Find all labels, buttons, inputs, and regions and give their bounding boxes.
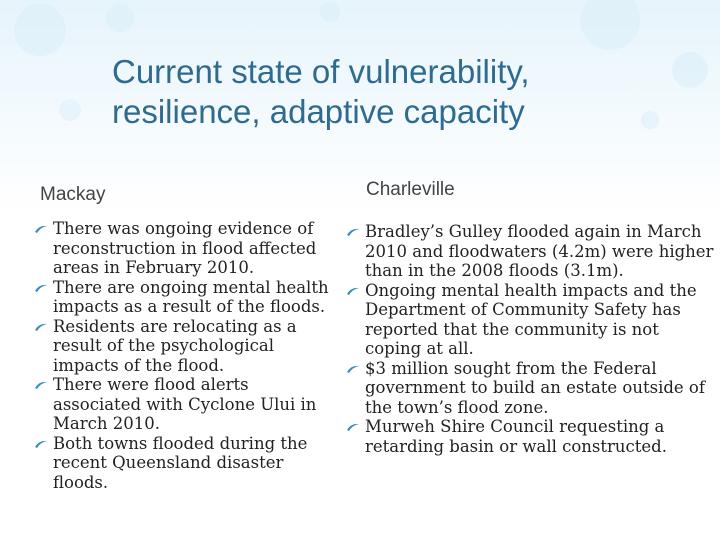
swoosh-bullet-icon	[34, 283, 48, 293]
list-item	[346, 359, 714, 418]
column-heading-charleville: Charleville	[366, 179, 455, 200]
list-item	[34, 434, 334, 493]
mackay-bullet-list	[34, 219, 334, 492]
bullet-text: Both towns flooded during the recent Queensland disaster floods.	[53, 433, 308, 492]
bullet-text: There were flood alerts associated with Cyclone Ului in March 2010.	[53, 375, 317, 433]
list-item	[34, 278, 334, 317]
list-item	[346, 417, 714, 456]
list-item	[34, 317, 334, 376]
bullet-text: $3 million sought from the Federal government to build an estate outside of the town’s flood zone.	[365, 358, 705, 417]
bullet-text: Bradley’s Gulley flooded again in March 2010 and floodwaters (4.2m) were higher than in the 2008 floods (3.1m).	[365, 222, 714, 280]
swoosh-bullet-icon	[34, 322, 48, 332]
slide-title: Current state of vulnerability, resilience, adaptive capacity	[112, 53, 530, 130]
swoosh-bullet-icon	[346, 286, 360, 296]
swoosh-bullet-icon	[34, 439, 48, 449]
bullet-text: Ongoing mental health impacts and the Department of Community Safety has reported that the community is not coping at all.	[365, 280, 697, 358]
list-item	[34, 219, 334, 278]
swoosh-bullet-icon	[346, 227, 360, 237]
bullet-text: There was ongoing evidence of reconstruction in flood affected areas in February 2010.	[53, 219, 317, 277]
swoosh-bullet-icon	[34, 380, 48, 390]
swoosh-bullet-icon	[346, 422, 360, 432]
bullet-text: Residents are relocating as a result of the psychological impacts of the flood.	[53, 316, 297, 375]
list-item	[346, 222, 714, 281]
swoosh-bullet-icon	[34, 224, 48, 234]
list-item	[34, 375, 334, 434]
column-heading-mackay: Mackay	[40, 184, 106, 205]
swoosh-bullet-icon	[346, 364, 360, 374]
charleville-bullet-list	[346, 222, 714, 456]
bullet-text: There are ongoing mental health impacts as a result of the floods.	[53, 277, 329, 316]
bullet-text: Murweh Shire Council requesting a retarding basin or wall constructed.	[365, 417, 667, 456]
list-item	[346, 281, 714, 359]
